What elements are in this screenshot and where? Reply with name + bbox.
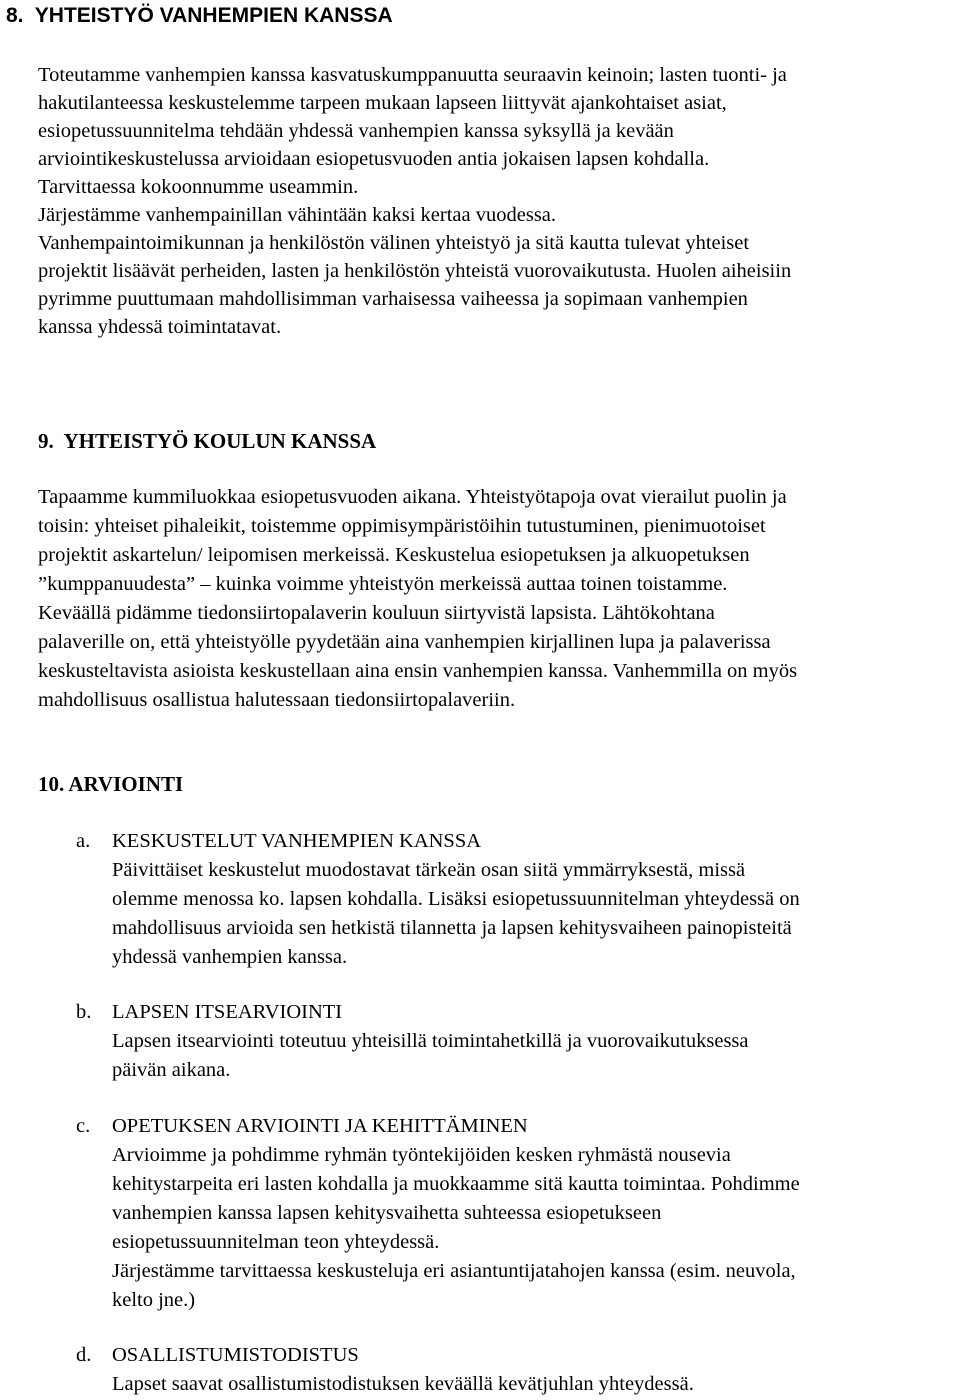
paragraph-line: toisin: yhteiset pihaleikit, toistemme oppimisympäristöihin tutustuminen, pienimuotoiset	[38, 515, 766, 537]
list-item-line: Arvioimme ja pohdimme ryhmän työntekijöiden kesken ryhmästä nousevia	[112, 1144, 731, 1166]
paragraph-line: Vanhempaintoimikunnan ja henkilöstön välinen yhteistyö ja sitä kautta tulevat yhteiset	[38, 232, 750, 254]
paragraph-line: palaverille on, että yhteistyölle pyydetään aina vanhempien kirjallinen lupa ja palaverissa	[38, 631, 771, 653]
paragraph-line: arviointikeskustelussa arvioidaan esiopetusvuoden antia jokaisen lapsen kohdalla.	[38, 148, 710, 170]
list-item-title: KESKUSTELUT VANHEMPIEN KANSSA	[112, 830, 482, 852]
list-item-line: kelto jne.)	[112, 1289, 196, 1311]
paragraph-line: Järjestämme vanhempainillan vähintään kaksi kertaa vuodessa.	[38, 204, 557, 226]
list-item-line: olemme menossa ko. lapsen kohdalla. Lisäksi esiopetussuunnitelman yhteydessä on	[112, 888, 800, 910]
paragraph-line: Tarvittaessa kokoonnumme useammin.	[38, 176, 359, 198]
list-item-line: mahdollisuus arvioida sen hetkistä tilannetta ja lapsen kehitysvaiheen painopisteitä	[112, 917, 792, 939]
list-item-line: kehitystarpeita eri lasten kohdalla ja muokkaamme sitä kautta toimintaa. Pohdimme	[112, 1173, 800, 1195]
paragraph-line: Toteutamme vanhempien kanssa kasvatuskumppanuutta seuraavin keinoin; lasten tuonti- ja	[38, 64, 787, 86]
list-item-title: OPETUKSEN ARVIOINTI JA KEHITTÄMINEN	[112, 1115, 528, 1137]
list-item-line: Järjestämme tarvittaessa keskusteluja eri asiantuntijatahojen kanssa (esim. neuvola,	[112, 1260, 796, 1282]
list-marker: a.	[76, 830, 91, 852]
section-10-heading: 10. ARVIOINTI	[38, 772, 184, 796]
paragraph-line: ”kumppanuudesta” – kuinka voimme yhteistyön merkeissä auttaa toinen toistamme.	[38, 573, 728, 595]
paragraph-line: keskusteltavista asioista keskustellaan aina ensin vanhempien kanssa. Vanhemmilla on myös	[38, 660, 798, 682]
paragraph-line: kanssa yhdessä toimintatavat.	[38, 316, 282, 338]
list-marker: b.	[76, 1001, 92, 1023]
list-marker: c.	[76, 1115, 91, 1137]
paragraph-line: mahdollisuus osallistua halutessaan tiedonsiirtopalaveriin.	[38, 689, 516, 711]
paragraph-line: pyrimme puuttumaan mahdollisimman varhaisessa vaiheessa ja sopimaan vanhempien	[38, 288, 748, 310]
paragraph-line: projektit lisäävät perheiden, lasten ja henkilöstön yhteistä vuorovaikutusta. Huolen aiheisiin	[38, 260, 792, 282]
list-item-line: Päivittäiset keskustelut muodostavat tärkeän osan siitä ymmärryksestä, missä	[112, 859, 746, 881]
list-item-line: vanhempien kanssa lapsen kehitysvaihetta suhteessa esiopetukseen	[112, 1202, 662, 1224]
list-item-line: yhdessä vanhempien kanssa.	[112, 946, 348, 968]
list-item-line: esiopetussuunnitelman teon yhteydessä.	[112, 1231, 440, 1253]
list-item-title: LAPSEN ITSEARVIOINTI	[112, 1001, 343, 1023]
list-marker: d.	[76, 1344, 92, 1366]
section-8-heading: 8. YHTEISTYÖ VANHEMPIEN KANSSA	[6, 4, 393, 27]
paragraph-line: hakutilanteessa keskustelemme tarpeen mukaan lapseen liittyvät ajankohtaiset asiat,	[38, 92, 727, 114]
paragraph-line: Keväällä pidämme tiedonsiirtopalaverin kouluun siirtyvistä lapsista. Lähtökohtana	[38, 602, 715, 624]
paragraph-line: Tapaamme kummiluokkaa esiopetusvuoden aikana. Yhteistyötapoja ovat vierailut puolin ja	[38, 486, 787, 508]
list-item-line: päivän aikana.	[112, 1059, 231, 1081]
list-item-title: OSALLISTUMISTODISTUS	[112, 1344, 359, 1366]
list-item-line: Lapset saavat osallistumistodistuksen keväällä kevätjuhlan yhteydessä.	[112, 1373, 694, 1395]
paragraph-line: esiopetussuunnitelma tehdään yhdessä vanhempien kanssa syksyllä ja kevään	[38, 120, 674, 142]
section-9-heading: 9. YHTEISTYÖ KOULUN KANSSA	[38, 429, 377, 453]
paragraph-line: projektit askartelun/ leipomisen merkeissä. Keskustelua esiopetuksen ja alkuopetuksen	[38, 544, 750, 566]
list-item-line: Lapsen itsearviointi toteutuu yhteisillä toimintahetkillä ja vuorovaikutuksessa	[112, 1030, 749, 1052]
